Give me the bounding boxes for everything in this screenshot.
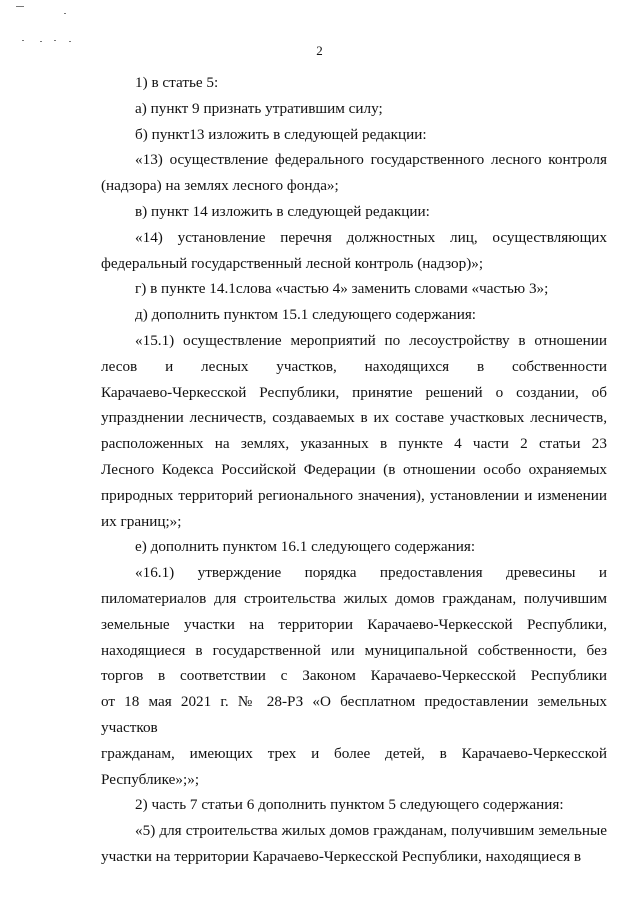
- paragraph-line: лесов и лесных участков, находящихся в собственности: [101, 357, 607, 375]
- paragraph-line: пиломатериалов для строительства жилых домов гражданам, получившим: [101, 589, 607, 607]
- paragraph-line: от 18 мая 2021 г. № 28-РЗ «О бесплатном предоставлении земельных участков: [101, 693, 607, 736]
- paragraph-line: упразднении лесничеств, создаваемых в их составе участковых лесничеств,: [101, 409, 607, 427]
- paragraph: [101, 225, 607, 277]
- paragraph-line: Республике»;»;: [101, 770, 200, 788]
- paragraph-line: земельные участки на территории Карачаево-Черкесской Республики,: [101, 615, 607, 633]
- paragraph-line: «13) осуществление федерального государственного лесного контроля: [135, 151, 607, 169]
- paragraph-line: «5) для строительства жилых домов гражданам, получившим земельные: [135, 822, 607, 840]
- paragraph-line: федеральный государственный лесной контроль (надзор)»;: [101, 254, 484, 272]
- paragraph-line: «16.1) утверждение порядка предоставления древесины и: [135, 564, 607, 582]
- paragraph-line: участки на территории Карачаево-Черкесской Республики, находящиеся в: [101, 847, 582, 865]
- paragraph-line: д) дополнить пунктом 15.1 следующего содержания:: [135, 306, 477, 324]
- paragraph: [101, 147, 607, 199]
- paragraph: [101, 818, 607, 870]
- paragraph-line: природных территорий регионального значения), установлении и изменении: [101, 486, 607, 504]
- paragraph-line: а) пункт 9 признать утратившим силу;: [135, 99, 383, 117]
- paragraph: [101, 96, 607, 122]
- paragraph-line: е) дополнить пунктом 16.1 следующего содержания:: [135, 538, 476, 556]
- paragraph-line: их границ;»;: [101, 512, 182, 530]
- paragraph-line: Карачаево-Черкесской Республики, принятие решений о создании, об: [101, 383, 607, 401]
- paragraph: [101, 534, 607, 560]
- paragraph-line: расположенных на землях, указанных в пункте 4 части 2 статьи 23: [101, 435, 607, 453]
- paragraph-line: гражданам, имеющих трех и более детей, в Карачаево-Черкесской: [101, 744, 607, 762]
- paragraph: [101, 792, 607, 818]
- paragraph-line: Лесного Кодекса Российской Федерации (в отношении особо охраняемых: [101, 460, 607, 478]
- paragraph: [101, 70, 607, 96]
- paragraph-line: б) пункт13 изложить в следующей редакции:: [135, 125, 427, 143]
- paragraph: [101, 560, 607, 792]
- paragraph-line: г) в пункте 14.1слова «частью 4» заменить словами «частью 3»;: [135, 280, 549, 298]
- paragraph: [101, 302, 607, 328]
- paragraph-line: торгов в соответствии с Законом Карачаево-Черкесской Республики: [101, 667, 607, 685]
- paragraph: [101, 276, 607, 302]
- paragraph-line: 1) в статье 5:: [135, 74, 219, 91]
- paragraph: [101, 199, 607, 225]
- paragraph: [101, 328, 607, 534]
- paragraph-line: (надзора) на землях лесного фонда»;: [101, 177, 339, 195]
- paragraph-line: «14) установление перечня должностных лиц, осуществляющих: [135, 228, 607, 246]
- paragraph-line: находящиеся в государственной или муниципальной собственности, без: [101, 641, 607, 659]
- paragraph-line: 2) часть 7 статьи 6 дополнить пунктом 5 следующего содержания:: [135, 796, 564, 814]
- paragraph-line: в) пункт 14 изложить в следующей редакции:: [135, 202, 430, 220]
- document-body: [101, 70, 607, 870]
- paragraph-line: «15.1) осуществление мероприятий по лесоустройству в отношении: [135, 331, 607, 349]
- paragraph: [101, 122, 607, 148]
- scan-specks: [14, 4, 84, 44]
- page-number: 2: [316, 43, 323, 58]
